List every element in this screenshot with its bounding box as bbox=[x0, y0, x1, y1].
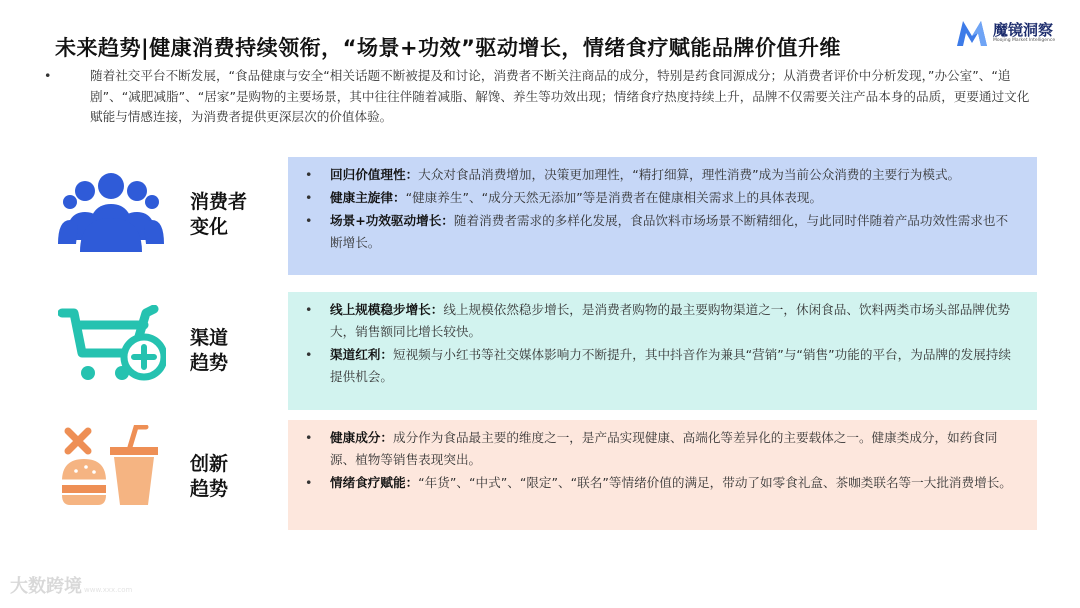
item-heading: 情绪食疗赋能： bbox=[330, 475, 419, 490]
bullet-dot: • bbox=[305, 430, 313, 445]
list-item bbox=[298, 427, 1019, 471]
item-heading: 渠道红利： bbox=[330, 347, 393, 362]
watermark bbox=[10, 572, 132, 600]
brand-logo bbox=[955, 18, 1070, 50]
item-body: 短视频与小红书等社交媒体影响力不断提升，其中抖音作为兼具“营销”与“销售”功能的平台，为品牌的发展持续提供机会。 bbox=[330, 347, 1011, 384]
list-item bbox=[298, 344, 1019, 388]
item-body: 成分作为食品最主要的维度之一，是产品实现健康、高端化等差异化的主要载体之一。健康类成分，如药食同源、植物等销售表现突出。 bbox=[330, 430, 998, 467]
logo-name: 魔镜洞察 bbox=[993, 21, 1054, 39]
bullet-dot: • bbox=[305, 167, 313, 182]
item-body: 随着消费者需求的多样化发展，食品饮料市场场景不断精细化，与此同时伴随着产品功效性需求也不断增长。 bbox=[330, 213, 1009, 250]
list-item bbox=[298, 210, 1019, 254]
watermark-url: www.xxx.com bbox=[84, 586, 133, 594]
bullet-dot: • bbox=[305, 475, 313, 490]
row-label-consumer bbox=[190, 190, 247, 240]
list-item bbox=[298, 164, 1019, 186]
list-item bbox=[298, 472, 1019, 494]
intro-text: 随着社交平台不断发展，“食品健康与安全“相关话题不断被提及和讨论，消费者不断关注商品的成分，特别是药食同源成分；从消费者评价中分析发现，”办公室”、“追剧”、“减肥减脂”、“居家”是购物的主要场景，其中往往伴随着减脂、解馋、养生等功效出现；情绪食疗热度持续上升，品牌不仅需要关注产品本身的品质，更要通过文化赋能与情感连接，为消费者提供更深层次的价值体验。 bbox=[90, 68, 1030, 124]
bullet-dot: • bbox=[305, 190, 313, 205]
intro-paragraph bbox=[44, 66, 1034, 128]
item-heading: 场景+功效驱动增长： bbox=[330, 213, 454, 228]
row-label-innovation bbox=[190, 452, 228, 502]
people-group-icon bbox=[58, 168, 164, 252]
list-item bbox=[298, 299, 1019, 343]
item-heading: 健康成分： bbox=[330, 430, 393, 445]
shopping-cart-plus-icon bbox=[58, 305, 166, 385]
row-label-line1: 创新 bbox=[190, 453, 229, 475]
page-title: 未来趋势|健康消费持续领衔，“场景+功效”驱动增长，情绪食疗赋能品牌价值升维 bbox=[55, 36, 841, 60]
row-label-line1: 消费者 bbox=[190, 191, 248, 213]
moojing-logo-icon bbox=[955, 18, 989, 48]
bullet-dot: • bbox=[305, 347, 313, 362]
item-body: 线上规模依然稳步增长，是消费者购物的最主要购物渠道之一，休闲食品、饮料两类市场头部品牌优势大，销售额同比增长较快。 bbox=[330, 302, 1011, 339]
row-label-line2: 趋势 bbox=[190, 352, 229, 374]
logo-subtitle: Moojing Market Intelligence bbox=[993, 38, 1056, 43]
row-label-line2: 变化 bbox=[190, 216, 229, 238]
bullet-dot: • bbox=[305, 213, 313, 228]
row-label-line2: 趋势 bbox=[190, 478, 229, 500]
row-label-line1: 渠道 bbox=[190, 327, 229, 349]
list-item bbox=[298, 187, 1019, 209]
item-heading: 健康主旋律： bbox=[330, 190, 406, 205]
intro-bullet: • bbox=[44, 68, 52, 83]
consumer-changes-box bbox=[288, 157, 1037, 275]
innovation-trends-box bbox=[288, 420, 1037, 530]
item-body: “健康养生”、“成分天然无添加”等是消费者在健康相关需求上的具体表现。 bbox=[405, 190, 823, 205]
item-heading: 线上规模稳步增长： bbox=[330, 302, 444, 317]
food-drink-icon bbox=[60, 425, 162, 507]
channel-trends-box bbox=[288, 292, 1037, 410]
item-body: 大众对食品消费增加，决策更加理性，“精打细算，理性消费”成为当前公众消费的主要行为模式。 bbox=[418, 167, 961, 182]
item-body: “年货”、“中式”、“限定”、“联名”等情绪价值的满足，带动了如零食礼盒、茶咖类联名等一大批消费增长。 bbox=[418, 475, 1012, 490]
item-heading: 回归价值理性： bbox=[330, 167, 419, 182]
row-label-channel bbox=[190, 326, 228, 376]
watermark-text: 大数跨境 bbox=[10, 576, 82, 597]
bullet-dot: • bbox=[305, 302, 313, 317]
